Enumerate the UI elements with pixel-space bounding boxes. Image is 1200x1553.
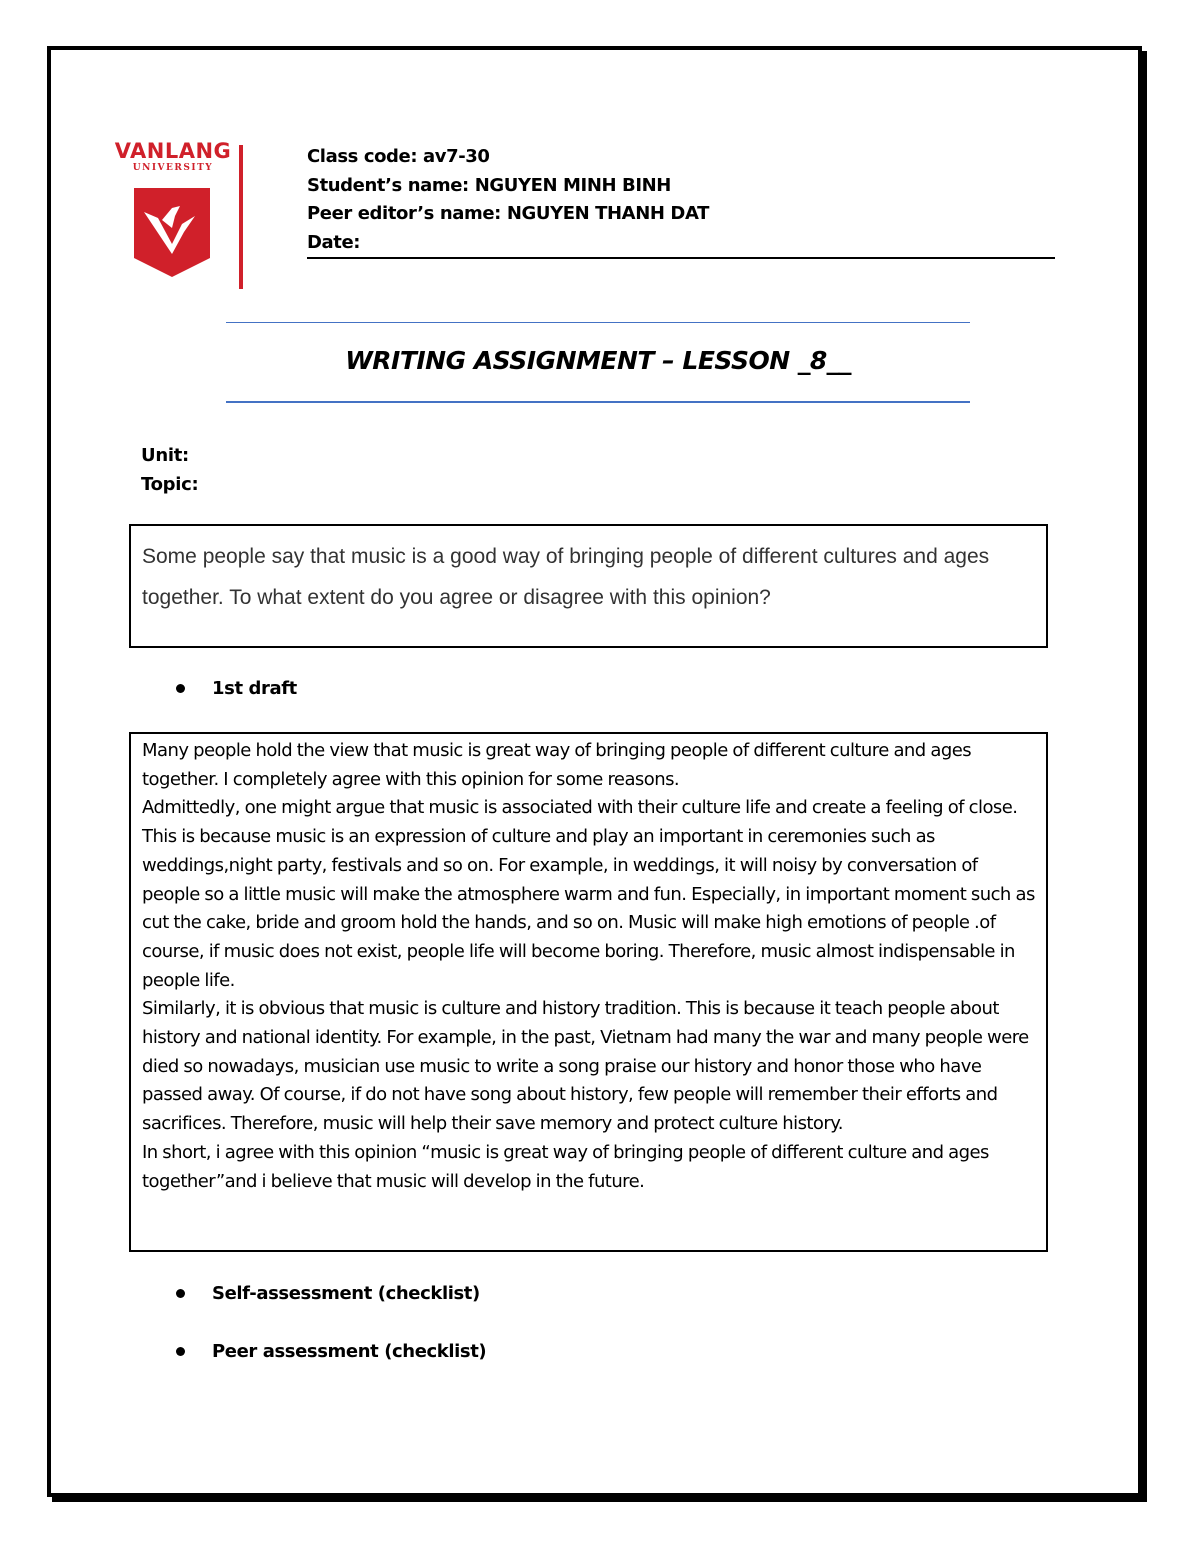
- university-logo: [112, 140, 234, 174]
- peer-assessment-label: Peer assessment (checklist): [212, 1341, 487, 1362]
- draft-box: [129, 732, 1048, 1252]
- shield-icon: [132, 188, 212, 278]
- date-label: Date:: [307, 231, 361, 253]
- bullet-icon: [176, 1289, 185, 1298]
- bullet-icon: [176, 684, 185, 693]
- logo-name: VANLANG: [114, 139, 232, 163]
- first-draft-label: 1st draft: [212, 678, 297, 699]
- header-rule: [307, 257, 1055, 259]
- prompt-text: Some people say that music is a good way of bringing people of different cultures and ages together. To what extent do you agree or disagree with this opinion?: [142, 545, 990, 609]
- page-title: WRITING ASSIGNMENT – LESSON _8__: [345, 346, 851, 375]
- topic-label: Topic:: [141, 474, 199, 495]
- draft-paragraph: Admittedly, one might argue that music is associated with their culture life and create a feeling of close. This is because music is an expression of culture and play an important in ceremonies such as weddings,night party, festivals and so on. For example, in weddings, it will noisy by conversation of people so a little music will make the atmosphere warm and fun. Especially, in important moment such as cut the cake, bride and groom hold the hands, and so on. Music will make high emotions of people .of course, if music does not exist, people life will become boring. Therefore, music almost indispensable in people life.: [142, 797, 1035, 991]
- prompt-box: [129, 524, 1048, 648]
- self-assessment-heading: [176, 1283, 480, 1304]
- draft-paragraph: Similarly, it is obvious that music is culture and history tradition. This is because it teach people about history and national identity. For example, in the past, Vietnam had many the war and many people were died so nowadays, musician use music to write a song praise our history and honor those who have passed away. Of course, if do not have song about history, few people will remember their efforts and sacrifices. Therefore, music will help their save memory and protect culture history.: [142, 998, 1029, 1135]
- unit-label: Unit:: [141, 445, 189, 466]
- title-rule-bottom: [226, 401, 970, 403]
- student-name: Student’s name: NGUYEN MINH BINH: [307, 174, 671, 196]
- unit-topic: [141, 441, 198, 499]
- draft-paragraph: In short, i agree with this opinion “music is great way of bringing people of different culture and ages together”and i believe that music will develop in the future.: [142, 1141, 989, 1192]
- first-draft-heading: [176, 678, 297, 699]
- draft-paragraph: Many people hold the view that music is great way of bringing people of different culture and ages together. I completely agree with this opinion for some reasons.: [142, 740, 972, 790]
- header-info: [307, 143, 709, 257]
- bullet-icon: [176, 1347, 185, 1356]
- peer-editor-name: Peer editor’s name: NGUYEN THANH DAT: [307, 203, 709, 224]
- self-assessment-label: Self-assessment (checklist): [212, 1283, 480, 1304]
- title-rule-top: [226, 322, 970, 323]
- class-code: Class code: av7-30: [307, 146, 490, 167]
- logo-divider: [239, 145, 243, 289]
- logo-subtitle: UNIVERSITY: [132, 163, 214, 173]
- peer-assessment-heading: [176, 1341, 486, 1362]
